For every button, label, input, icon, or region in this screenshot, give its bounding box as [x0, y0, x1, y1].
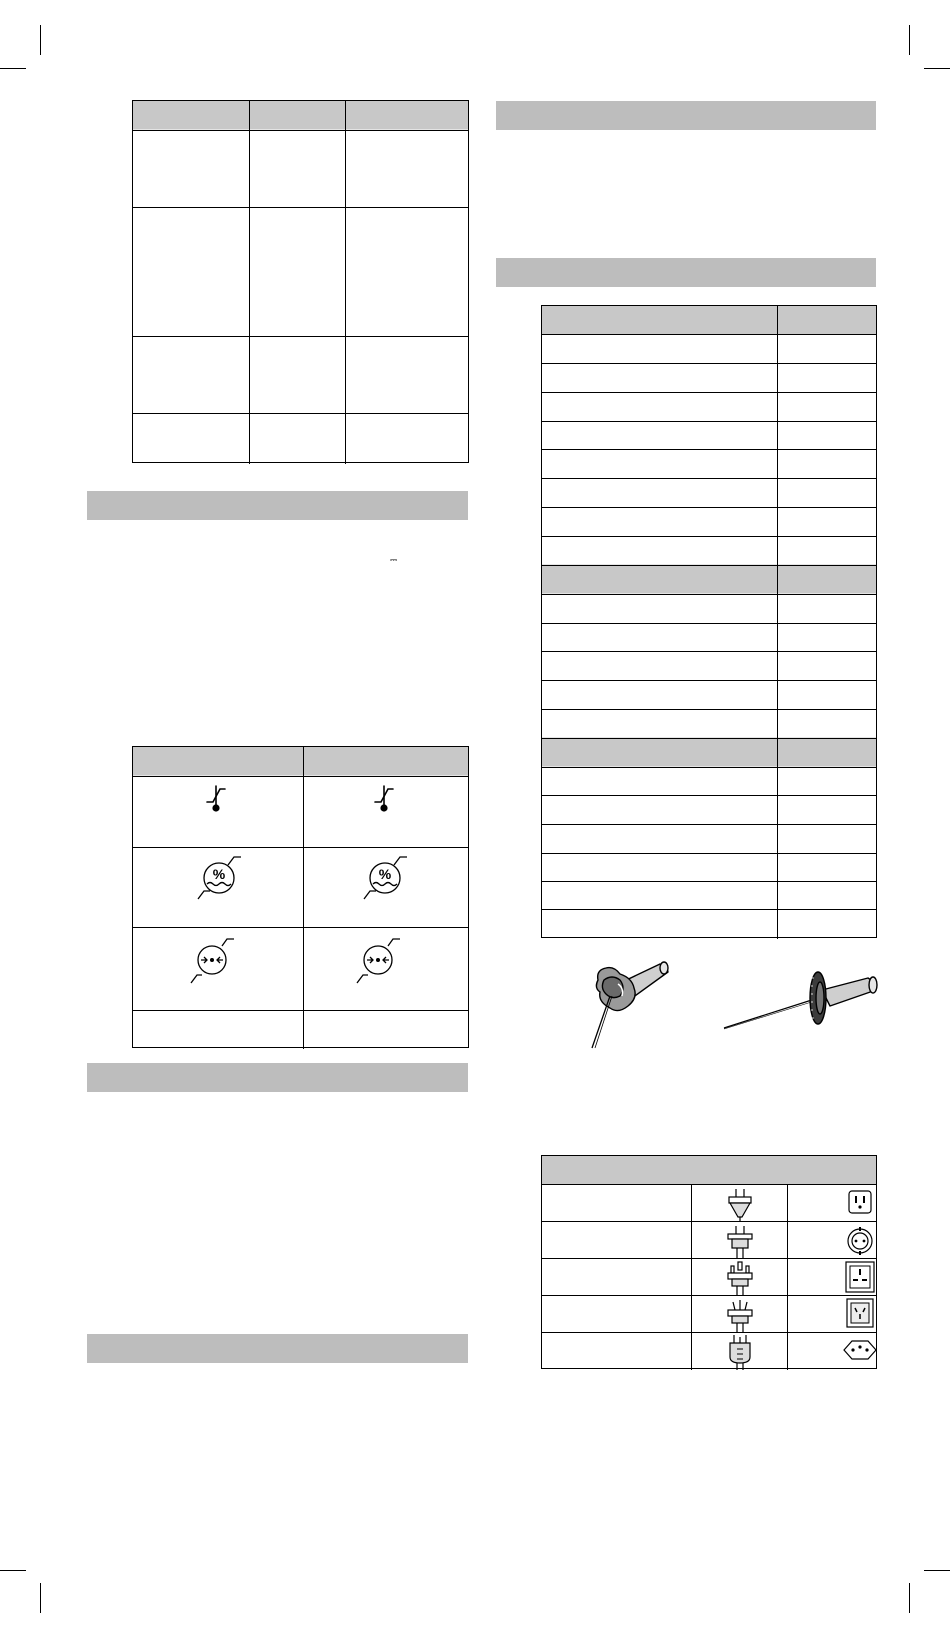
section-bar-4 [496, 101, 876, 130]
plug-table-header [542, 1156, 877, 1185]
parts-table-header [542, 306, 877, 335]
socket-type-g-icon [844, 1260, 876, 1294]
parts-table [541, 305, 877, 939]
spec-table [132, 100, 469, 464]
crop-mark-bottom-right-v [909, 1583, 910, 1613]
section-bar-1 [87, 491, 468, 520]
crop-mark-bottom-right-h [924, 1570, 950, 1571]
rectal-probe-icon [722, 968, 878, 1032]
spec-table-header [133, 101, 469, 130]
dc-symbol: ⎓ [390, 555, 398, 565]
conditions-table [132, 746, 469, 1049]
section-bar-3 [87, 1334, 468, 1363]
plug-type-c-icon [726, 1224, 754, 1260]
plug-type-i-icon [726, 1298, 754, 1334]
socket-type-i-icon [845, 1297, 875, 1329]
oral-probe-icon [588, 958, 674, 1050]
svg-text:%: % [212, 866, 226, 882]
thermometer-icon [372, 783, 396, 815]
conditions-table-header [133, 747, 469, 776]
humidity-icon [363, 851, 409, 901]
crop-mark-top-left-v [40, 25, 41, 55]
plug-type-j-icon [726, 1333, 754, 1371]
socket-type-j-icon [841, 1338, 879, 1362]
pressure-icon [190, 937, 236, 985]
socket-type-f-icon [845, 1224, 875, 1258]
plug-type-g-icon [726, 1261, 754, 1297]
thermometer-icon [204, 783, 228, 815]
humidity-icon [197, 851, 243, 901]
crop-mark-top-right-v [909, 25, 910, 55]
crop-mark-top-left-h [0, 68, 26, 69]
crop-mark-bottom-left-v [40, 1583, 41, 1613]
section-bar-2 [87, 1063, 468, 1092]
pressure-icon [356, 937, 402, 985]
parts-table-subheader-1 [542, 565, 877, 594]
svg-text:%: % [378, 866, 392, 882]
parts-table-subheader-2 [542, 738, 877, 767]
section-bar-5 [496, 258, 876, 287]
plug-table [541, 1155, 877, 1370]
crop-mark-top-right-h [924, 68, 950, 69]
crop-mark-bottom-left-h [0, 1570, 26, 1571]
socket-type-a-icon [847, 1189, 873, 1215]
plug-type-a-icon [726, 1187, 754, 1223]
